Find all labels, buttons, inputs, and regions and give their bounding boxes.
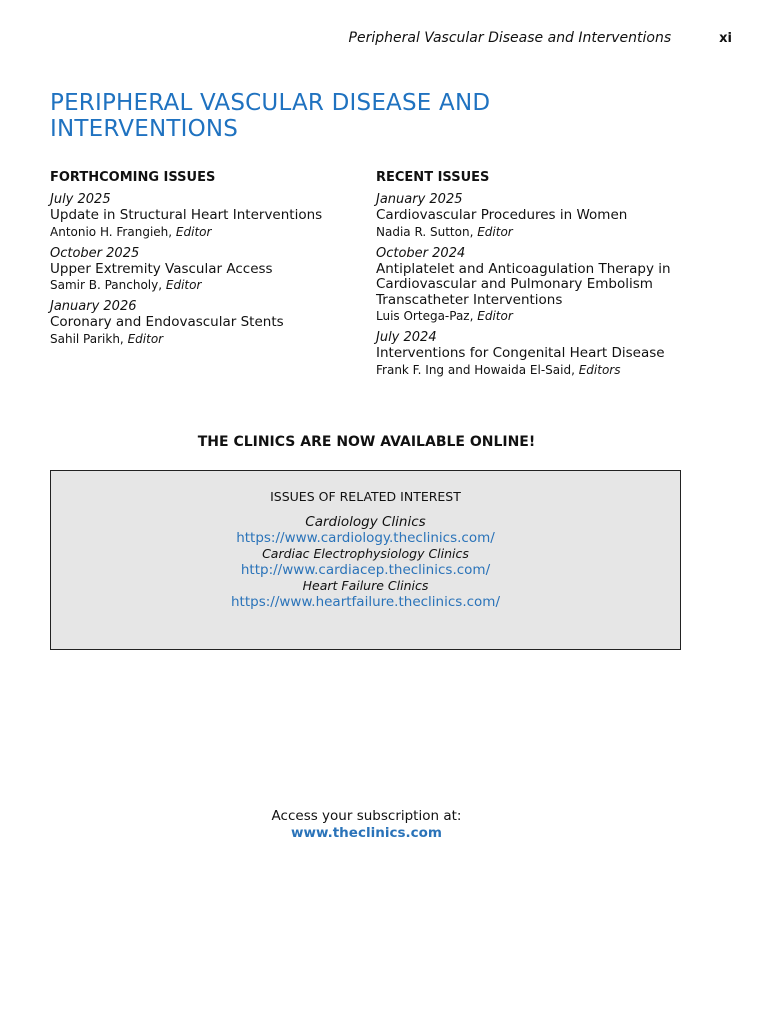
issue-date: January 2025 [376, 192, 463, 207]
issue-item [376, 192, 716, 240]
editor-role: Editor [165, 278, 202, 292]
online-banner: THE CLINICS ARE NOW AVAILABLE ONLINE! [197, 434, 536, 450]
related-journal-name: Cardiology Clinics [305, 514, 426, 530]
forthcoming-issues-column [50, 170, 370, 353]
related-journal-link[interactable]: https://www.heartfailure.theclinics.com/ [231, 594, 500, 610]
forthcoming-issues-heading: FORTHCOMING ISSUES [50, 170, 216, 185]
page-title: PERIPHERAL VASCULAR DISEASE AND INTERVENTIONS [50, 90, 491, 142]
issue-editor [376, 224, 716, 240]
issue-editor [50, 277, 370, 293]
issue-editor [50, 331, 370, 347]
editor-name: Nadia R. Sutton, [376, 224, 474, 239]
issue-item [376, 330, 716, 378]
editor-role: Editor [477, 309, 513, 323]
related-journal-link[interactable]: https://www.cardiology.theclinics.com/ [236, 530, 495, 546]
issue-item [50, 246, 370, 294]
recent-issues-column [376, 170, 716, 384]
editor-name: Sahil Parikh, [50, 331, 124, 346]
editor-name: Antonio H. Frangieh, [50, 224, 173, 239]
issue-date: January 2026 [50, 299, 137, 314]
running-head [349, 30, 732, 46]
related-journal-link[interactable]: http://www.cardiacep.theclinics.com/ [240, 562, 491, 578]
issue-date: October 2025 [50, 245, 140, 261]
recent-issues-heading: RECENT ISSUES [376, 170, 490, 185]
related-interest-heading: ISSUES OF RELATED INTEREST [270, 489, 461, 504]
issue-date: July 2025 [50, 192, 111, 207]
issue-editor [376, 308, 716, 324]
issue-title: Update in Structural Heart Interventions [50, 207, 323, 223]
related-journal-name: Heart Failure Clinics [302, 578, 429, 593]
access-label: Access your subscription at: [271, 808, 462, 824]
issue-title: Interventions for Congenital Heart Disease [376, 345, 665, 361]
issue-title: Upper Extremity Vascular Access [50, 260, 273, 277]
issue-editor [50, 224, 370, 240]
issue-title: Coronary and Endovascular Stents [50, 314, 284, 330]
issue-item [376, 246, 716, 325]
related-journal-name: Cardiac Electrophysiology Clinics [262, 546, 469, 561]
editor-role: Editor [477, 224, 513, 239]
editor-role: Editors [578, 362, 621, 377]
editor-name: Samir B. Pancholy, [50, 278, 163, 292]
subscription-access [0, 808, 733, 842]
issue-item [50, 299, 370, 347]
issue-title: Cardiovascular Procedures in Women [376, 207, 628, 223]
issue-item [50, 192, 370, 240]
issue-title: Antiplatelet and Anticoagulation Therapy in Cardiovascular and Pulmonary Embolism Transcatheter Interventions [376, 260, 671, 308]
editor-name: Frank F. Ing and Howaida El-Said, [376, 362, 575, 377]
issue-date: October 2024 [376, 245, 466, 261]
page-number: xi [719, 31, 732, 46]
editor-role: Editor [175, 224, 212, 239]
access-link[interactable]: www.theclinics.com [291, 825, 442, 841]
issue-date: July 2024 [376, 330, 437, 345]
editor-role: Editor [127, 331, 164, 346]
editor-name: Luis Ortega-Paz, [376, 309, 474, 323]
running-head-title: Peripheral Vascular Disease and Interventions [348, 30, 672, 46]
issue-editor [376, 362, 716, 378]
related-interest-box [50, 470, 681, 650]
